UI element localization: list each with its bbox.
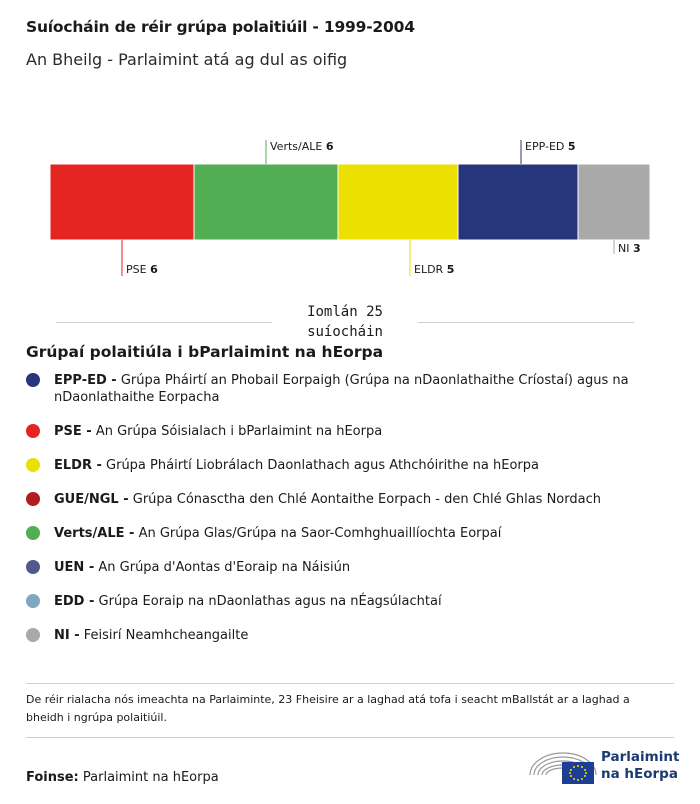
segment-label: ELDR 5 [414,263,455,276]
segment-label: Verts/ALE 6 [270,140,334,153]
legend-abbr: PSE - [54,424,92,439]
bar-segment-pse [50,164,194,240]
logo-line-1: Parlaimint [601,749,680,765]
legend-list [26,372,666,644]
legend-item [26,423,666,440]
segment-label: NI 3 [618,242,641,255]
legend-swatch [26,628,40,642]
legend-swatch [26,492,40,506]
legend-abbr: Verts/ALE - [54,526,135,541]
legend-title: Grúpaí polaitiúla i bParlaimint na hEorpa [26,343,384,361]
legend-item [26,457,666,474]
legend-text: Grúpa Pháirtí Liobrálach Daonlathach agus Athchóirithe na hEorpa [101,458,539,473]
legend-text: An Grúpa d'Aontas d'Eoraip na Náisiún [94,560,351,575]
legend-item [26,627,666,644]
seat-chart [0,130,700,285]
footnote: De réir rialacha nós imeachta na Parlaiminte, 23 Fheisire ar a laghad atá tofa i seacht mBallstát ar a laghad a bheidh i ngrúpa polaitiúil. [26,693,630,724]
legend-item [26,593,666,610]
legend-item [26,491,666,508]
legend-swatch [26,424,40,438]
european-parliament-logo [528,745,678,789]
source-line [26,770,219,785]
legend-text: Grúpa Eoraip na nDaonlathas agus na nÉagsúlachtaí [94,594,442,609]
legend-text: An Grúpa Glas/Grúpa na Saor-Comhghuaillíochta Eorpaí [134,526,502,541]
bar-segment-ni [578,164,650,240]
legend-swatch [26,526,40,540]
footer-divider-bottom [26,737,674,738]
logo-line-2: na hEorpa [601,766,678,782]
legend-abbr: NI - [54,628,80,643]
bar-segment-eldr [338,164,458,240]
legend-item [26,525,666,542]
bar-segment-vertsale [194,164,338,240]
segment-label: PSE 6 [126,263,158,276]
legend-swatch [26,594,40,608]
legend-abbr: EDD - [54,594,95,609]
total-text [56,302,634,342]
source-text: Parlaimint na hEorpa [82,770,219,785]
legend-abbr: UEN - [54,560,95,575]
chart-subtitle: An Bheilg - Parlaimint atá ag dul as oifig [26,50,348,69]
legend-swatch [26,458,40,472]
legend-abbr: GUE/NGL - [54,492,129,507]
legend-item [26,559,666,576]
legend-text: Grúpa Cónasctha den Chlé Aontaithe Eorpach - den Chlé Ghlas Nordach [128,492,601,507]
bar-segment-epped [458,164,578,240]
legend-abbr: ELDR - [54,458,102,473]
legend-text: Feisirí Neamhcheangailte [79,628,249,643]
legend-swatch [26,560,40,574]
total-seats: Iomlán 25 [307,304,383,320]
total-block [56,300,634,342]
parliament-emblem-icon [528,745,598,789]
total-unit: suíocháin [307,324,383,340]
legend-item [26,372,666,406]
legend-swatch [26,373,40,387]
legend-abbr: EPP-ED - [54,373,117,388]
source-label: Foinse: [26,770,79,785]
chart-title: Suíocháin de réir grúpa polaitiúil - 1999-2004 [26,18,415,36]
footer-divider-top [26,683,674,684]
logo-text [601,749,679,783]
legend-text: Grúpa Pháirtí an Phobail Eorpaigh (Grúpa na nDaonlathaithe Críostaí) agus na nDaonlathaithe Eorpacha [54,373,629,405]
legend-text: An Grúpa Sóisialach i bParlaimint na hEorpa [91,424,383,439]
segment-label: EPP-ED 5 [525,140,576,153]
